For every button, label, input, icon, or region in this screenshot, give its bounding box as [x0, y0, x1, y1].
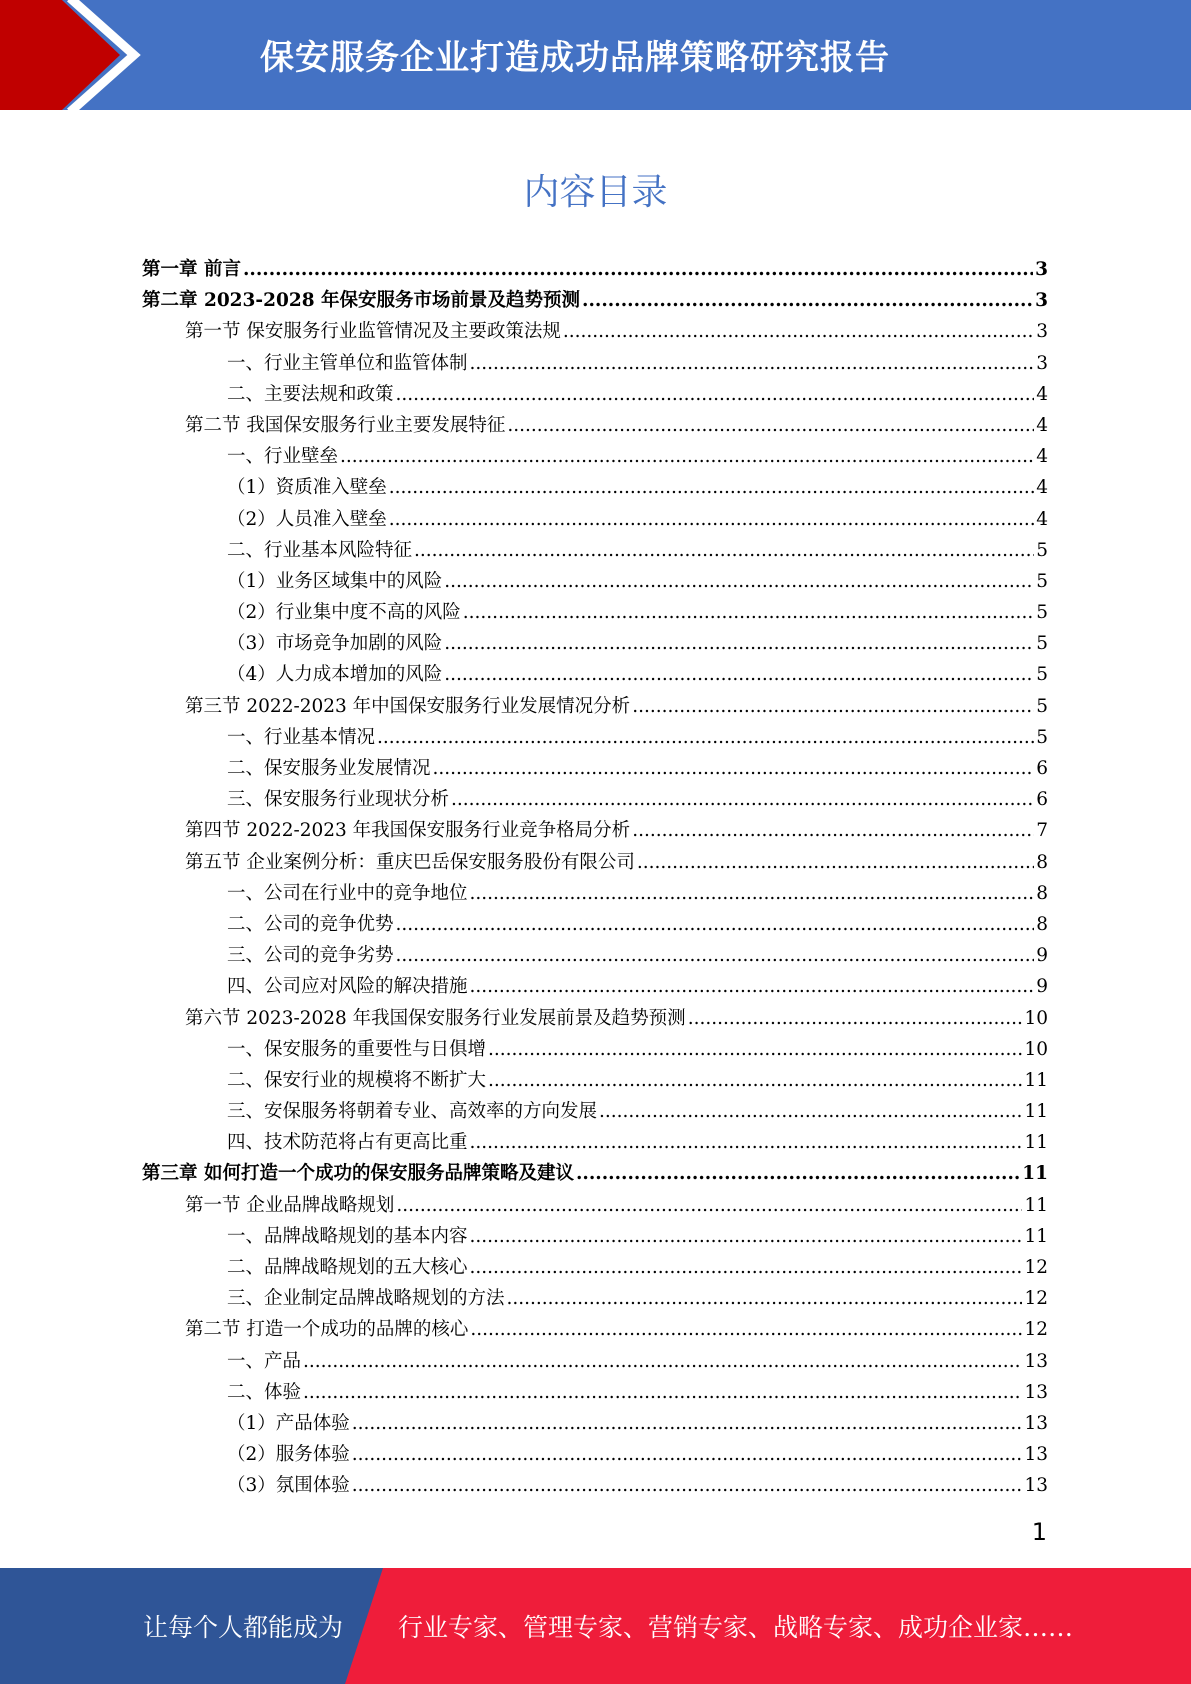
page-number: 1 [1031, 1518, 1047, 1546]
toc-entry[interactable] [142, 753, 1048, 784]
toc-dot-leader [396, 1190, 1022, 1221]
toc-entry[interactable] [142, 628, 1048, 659]
toc-entry-label: 第三章 如何打造一个成功的保安服务品牌策略及建议 [142, 1163, 574, 1185]
toc-entry-page: 4 [1036, 446, 1048, 468]
toc-dot-leader [632, 815, 1034, 846]
toc-entry-page: 5 [1036, 726, 1048, 748]
toc-entry-page: 10 [1024, 1038, 1048, 1060]
toc-dot-leader [396, 909, 1035, 940]
toc-entry-label: （3）市场竞争加剧的风险 [227, 633, 443, 655]
toc-dot-leader [463, 597, 1034, 628]
toc-entry-label: 第一章 前言 [142, 259, 241, 280]
toc-entry[interactable] [142, 722, 1048, 753]
toc-dot-leader [303, 1346, 1022, 1377]
toc-dot-leader [352, 1470, 1023, 1501]
toc-entry[interactable] [142, 1283, 1048, 1314]
toc-entry-label: 第六节 2023-2028 年我国保安服务行业发展前景及趋势预测 [185, 1007, 686, 1029]
toc-entry-label: 第二章 2023-2028 年保安服务市场前景及趋势预测 [142, 290, 581, 312]
toc-entry-page: 11 [1024, 1101, 1048, 1123]
toc-entry-page: 9 [1036, 945, 1048, 967]
toc-entry-page: 7 [1036, 820, 1048, 842]
toc-entry-page: 11 [1024, 1194, 1048, 1216]
toc-entry-page: 8 [1036, 882, 1048, 904]
toc-dot-leader [352, 1408, 1023, 1439]
toc-dot-leader [377, 722, 1034, 753]
toc-dot-leader [632, 691, 1034, 722]
toc-entry-label: 第二节 我国保安服务行业主要发展特征 [185, 414, 506, 436]
toc-entry-page: 13 [1024, 1381, 1048, 1403]
toc-dot-leader [563, 316, 1034, 347]
toc-entry-label: （2）行业集中度不高的风险 [227, 602, 461, 624]
toc-entry-page: 12 [1024, 1319, 1048, 1341]
toc-entry-page: 3 [1036, 321, 1048, 343]
footer-slogan-left: 让每个人都能成为 [143, 1613, 344, 1642]
toc-entry[interactable] [142, 784, 1048, 815]
toc-entry-label: 三、安保服务将朝着专业、高效率的方向发展 [227, 1101, 598, 1123]
toc-entry[interactable] [142, 1470, 1048, 1501]
toc-dot-leader [340, 441, 1034, 472]
toc-entry[interactable] [142, 441, 1048, 472]
toc-entry[interactable] [142, 285, 1048, 316]
toc-entry-page: 12 [1024, 1288, 1048, 1310]
toc-entry[interactable] [142, 1252, 1048, 1283]
toc-entry-page: 4 [1036, 383, 1048, 405]
toc-entry-label: 一、保安服务的重要性与日俱增 [227, 1038, 487, 1060]
toc-entry-label: 第三节 2022-2023 年中国保安服务行业发展情况分析 [185, 695, 631, 717]
report-title: 保安服务企业打造成功品牌策略研究报告 [260, 38, 890, 78]
toc-entry[interactable] [142, 1377, 1048, 1408]
toc-entry-label: 二、体验 [227, 1381, 302, 1403]
toc-entry-label: 二、主要法规和政策 [227, 383, 394, 405]
toc-entry-page: 6 [1036, 789, 1048, 811]
toc-entry[interactable] [142, 1439, 1048, 1470]
toc-dot-leader [444, 659, 1034, 690]
toc-entry[interactable] [142, 535, 1048, 566]
toc-entry-page: 5 [1036, 695, 1048, 717]
toc-entry-label: 二、行业基本风险特征 [227, 539, 413, 561]
toc-dot-leader [470, 1221, 1023, 1252]
toc-entry-page: 3 [1035, 290, 1048, 312]
toc-entry-page: 11 [1024, 1225, 1048, 1247]
toc-entry-label: 二、公司的竞争优势 [227, 913, 394, 935]
toc-entry-page: 8 [1036, 913, 1048, 935]
toc-dot-leader [470, 1252, 1023, 1283]
footer-banner [0, 1568, 1191, 1684]
toc-dot-leader [470, 348, 1035, 379]
toc-entry[interactable] [142, 597, 1048, 628]
toc-dot-leader [243, 254, 1033, 285]
toc-entry-label: 四、公司应对风险的解决措施 [227, 976, 468, 998]
toc-entry[interactable] [142, 1065, 1048, 1096]
toc-entry-label: 一、品牌战略规划的基本内容 [227, 1225, 468, 1247]
toc-entry-page: 3 [1035, 259, 1048, 280]
toc-dot-leader [389, 472, 1034, 503]
toc-dot-leader [599, 1096, 1022, 1127]
toc-entry-label: 二、保安服务业发展情况 [227, 758, 431, 779]
toc-entry[interactable] [142, 504, 1048, 535]
toc-entry-label: 三、公司的竞争劣势 [227, 945, 394, 967]
toc-entry-page: 5 [1036, 539, 1048, 561]
toc-entry[interactable] [142, 847, 1048, 878]
toc-entry-label: （1）业务区域集中的风险 [227, 570, 443, 592]
toc-dot-leader [488, 1034, 1022, 1065]
toc-entry-label: 一、产品 [227, 1350, 302, 1372]
toc-entry-page: 11 [1024, 1132, 1048, 1154]
toc-entry[interactable] [142, 1408, 1048, 1439]
toc-dot-leader [576, 1158, 1020, 1189]
toc-entry-label: 第一节 企业品牌战略规划 [185, 1194, 395, 1216]
toc-entry-page: 13 [1024, 1412, 1048, 1434]
toc-dot-leader [582, 285, 1033, 316]
toc-entry[interactable] [142, 1003, 1048, 1034]
toc-entry[interactable] [142, 472, 1048, 503]
toc-dot-leader [470, 971, 1035, 1002]
toc-heading: 内容目录 [523, 172, 668, 213]
toc-dot-leader [470, 878, 1035, 909]
footer-slogan-right: 行业专家、管理专家、营销专家、战略专家、成功企业家…… [398, 1613, 1074, 1642]
toc-entry-label: （4）人力成本增加的风险 [227, 664, 443, 686]
toc-entry-label: 第二节 打造一个成功的品牌的核心 [185, 1319, 469, 1341]
toc-entry-page: 11 [1022, 1163, 1048, 1185]
toc-entry[interactable] [142, 815, 1048, 846]
toc-entry-page: 5 [1036, 570, 1048, 592]
toc-entry[interactable] [142, 410, 1048, 441]
toc-entry-page: 6 [1036, 758, 1048, 779]
toc-entry[interactable] [142, 379, 1048, 410]
report-header-banner [0, 0, 1191, 110]
toc-dot-leader [507, 1283, 1023, 1314]
toc-dot-leader [396, 379, 1035, 410]
toc-entry[interactable] [142, 1221, 1048, 1252]
toc-entry[interactable] [142, 348, 1048, 379]
toc-entry-label: 第一节 保安服务行业监管情况及主要政策法规 [185, 321, 561, 343]
toc-dot-leader [444, 566, 1034, 597]
table-of-contents [142, 254, 1048, 1502]
toc-entry-page: 11 [1024, 1069, 1048, 1091]
toc-entry-page: 12 [1024, 1257, 1048, 1278]
toc-entry[interactable] [142, 1346, 1048, 1377]
toc-entry[interactable] [142, 1314, 1048, 1345]
toc-entry-page: 5 [1036, 602, 1048, 624]
toc-entry-page: 5 [1036, 633, 1048, 655]
toc-entry-label: 一、行业壁垒 [227, 446, 339, 468]
toc-entry[interactable] [142, 566, 1048, 597]
toc-dot-leader [444, 628, 1034, 659]
toc-entry-page: 13 [1024, 1444, 1048, 1466]
toc-dot-leader [389, 504, 1034, 535]
toc-entry-label: 二、品牌战略规划的五大核心 [227, 1257, 468, 1278]
toc-entry-page: 4 [1036, 414, 1048, 436]
toc-dot-leader [637, 847, 1034, 878]
toc-entry-page: 5 [1036, 664, 1048, 686]
toc-entry-label: 一、行业主管单位和监管体制 [227, 352, 468, 374]
toc-dot-leader [396, 940, 1035, 971]
toc-entry[interactable] [142, 1096, 1048, 1127]
toc-entry-label: （2）服务体验 [227, 1444, 350, 1466]
toc-entry-page: 9 [1036, 976, 1048, 998]
toc-entry[interactable] [142, 940, 1048, 971]
toc-entry-label: （1）资质准入壁垒 [227, 477, 387, 499]
toc-entry-label: 三、企业制定品牌战略规划的方法 [227, 1288, 505, 1310]
toc-entry-label: （3）氛围体验 [227, 1475, 350, 1497]
toc-entry-label: 第五节 企业案例分析：重庆巴岳保安服务股份有限公司 [185, 851, 635, 873]
toc-dot-leader [433, 753, 1035, 784]
toc-entry[interactable] [142, 909, 1048, 940]
toc-entry-label: 一、行业基本情况 [227, 726, 376, 748]
toc-dot-leader [470, 1127, 1023, 1158]
toc-dot-leader [507, 410, 1034, 441]
toc-dot-leader [352, 1439, 1023, 1470]
toc-dot-leader [303, 1377, 1022, 1408]
toc-entry-page: 4 [1036, 508, 1048, 530]
toc-entry-label: 三、保安服务行业现状分析 [227, 789, 450, 811]
toc-dot-leader [488, 1065, 1022, 1096]
toc-entry-label: 二、保安行业的规模将不断扩大 [227, 1069, 487, 1091]
toc-entry[interactable] [142, 254, 1048, 285]
toc-entry[interactable] [142, 316, 1048, 347]
toc-dot-leader [470, 1314, 1022, 1345]
toc-entry-page: 13 [1024, 1475, 1048, 1497]
toc-dot-leader [688, 1003, 1023, 1034]
toc-entry[interactable] [142, 1127, 1048, 1158]
toc-entry-label: （1）产品体验 [227, 1412, 350, 1434]
toc-entry[interactable] [142, 1034, 1048, 1065]
toc-entry[interactable] [142, 659, 1048, 690]
toc-entry[interactable] [142, 1158, 1048, 1189]
toc-entry[interactable] [142, 971, 1048, 1002]
toc-entry-label: 第四节 2022-2023 年我国保安服务行业竞争格局分析 [185, 820, 631, 842]
toc-entry-page: 8 [1036, 851, 1048, 873]
toc-dot-leader [451, 784, 1034, 815]
toc-dot-leader [414, 535, 1034, 566]
toc-entry[interactable] [142, 691, 1048, 722]
toc-entry-page: 10 [1024, 1007, 1048, 1029]
toc-entry[interactable] [142, 1190, 1048, 1221]
toc-entry-page: 4 [1036, 477, 1048, 499]
toc-entry[interactable] [142, 878, 1048, 909]
toc-entry-page: 3 [1036, 352, 1048, 374]
toc-entry-label: （2）人员准入壁垒 [227, 508, 387, 530]
toc-entry-label: 一、公司在行业中的竞争地位 [227, 882, 468, 904]
toc-entry-page: 13 [1024, 1350, 1048, 1372]
toc-entry-label: 四、技术防范将占有更高比重 [227, 1132, 468, 1154]
